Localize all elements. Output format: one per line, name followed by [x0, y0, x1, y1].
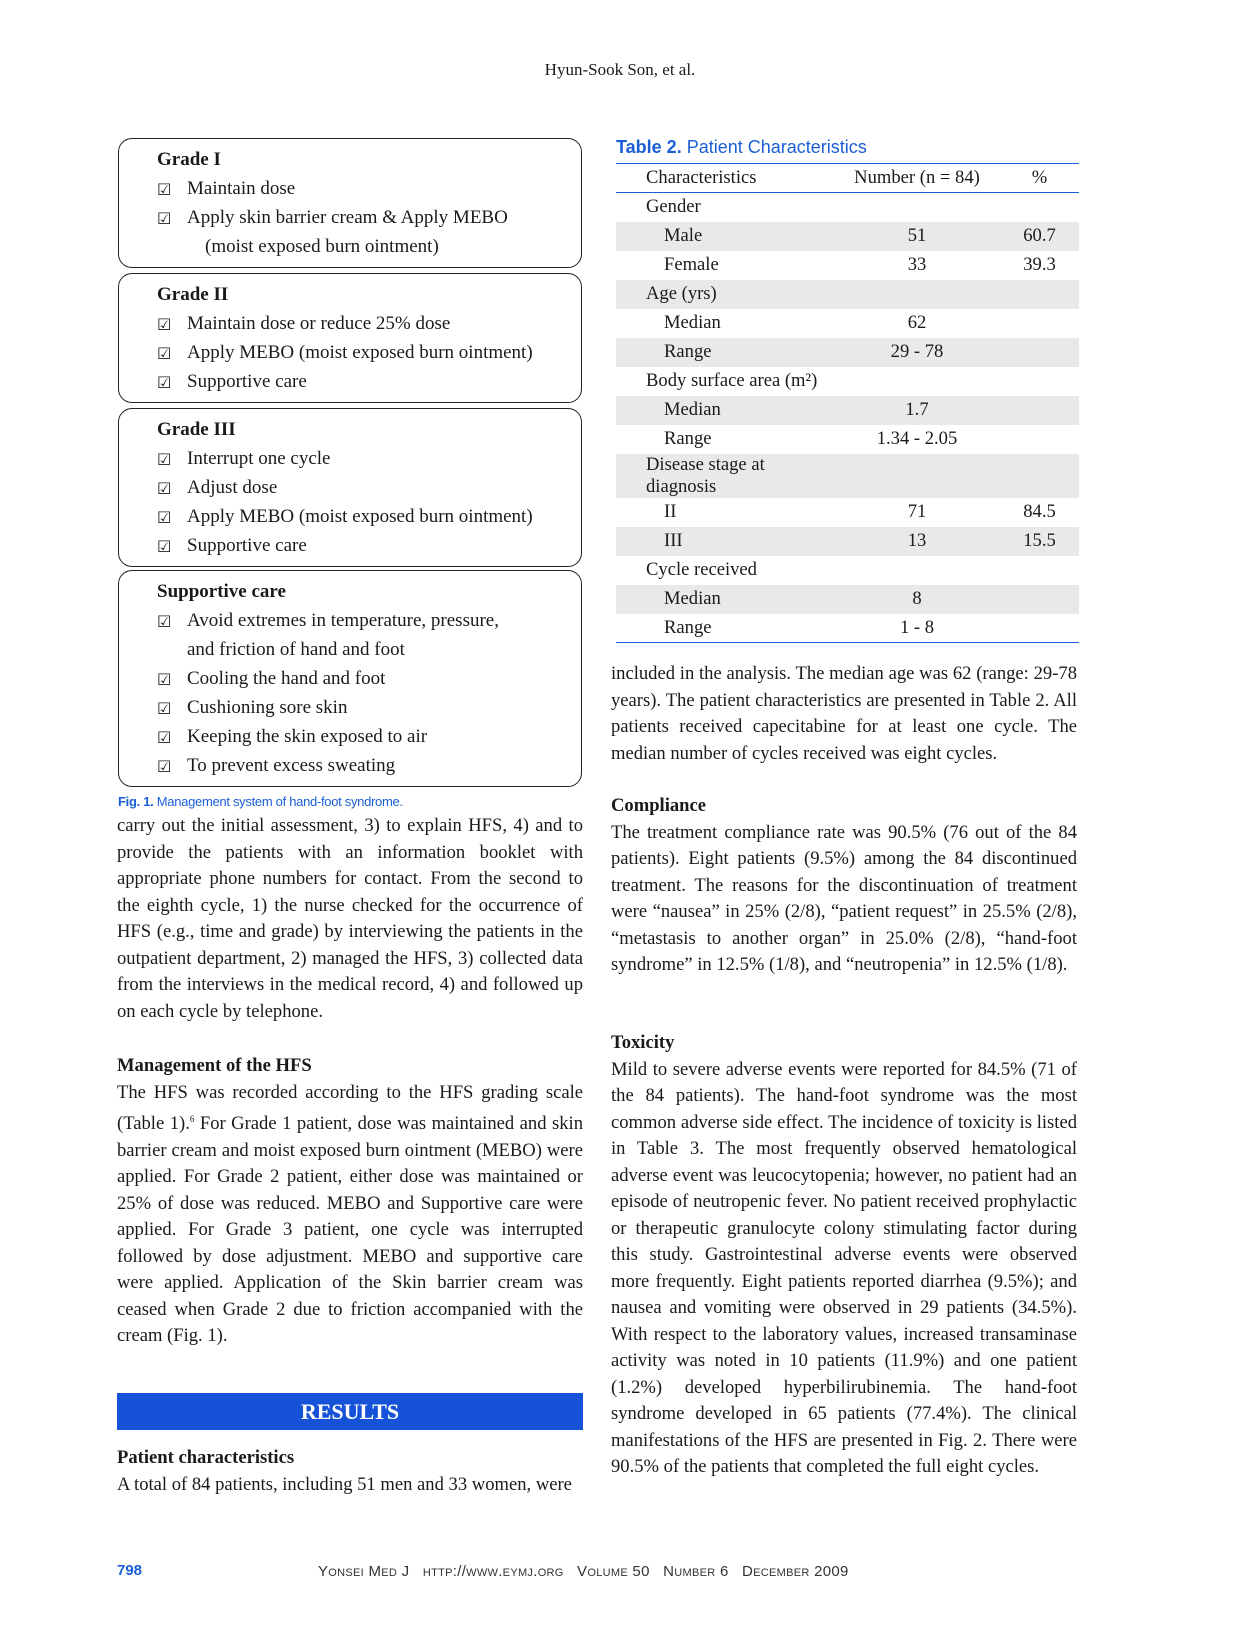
table-cell [1000, 193, 1079, 222]
table-cell: Median [664, 312, 721, 333]
table-row [616, 425, 1079, 454]
table-cell: Male [616, 222, 834, 251]
table-cell: 1 - 8 [834, 614, 1000, 643]
grade-box-item [157, 531, 571, 560]
grade-box-item [157, 203, 571, 232]
figure-caption-text: Management system of hand-foot syndrome. [156, 794, 403, 809]
results-heading: RESULTS [117, 1393, 583, 1430]
grade-box-item-text: Interrupt one cycle [187, 448, 331, 469]
table-cell [834, 280, 1000, 309]
grade-box-item-text: Cushioning sore skin [187, 697, 348, 718]
table-cell: Age (yrs) [616, 280, 834, 309]
left-column-intro [117, 813, 583, 1025]
grade-box-item [157, 473, 571, 502]
page-number: 798 [117, 1562, 143, 1579]
table-cell [1000, 614, 1079, 643]
table-header-row [616, 164, 1079, 193]
table-row [616, 222, 1079, 251]
grade-box [118, 408, 582, 567]
section-heading: Toxicity [611, 1032, 675, 1053]
checkbox-icon: ☑ [157, 479, 172, 498]
table-row [616, 367, 1079, 396]
checkbox-icon: ☑ [157, 699, 172, 718]
table-cell: Body surface area (m²) [646, 370, 818, 391]
table-cell: Range [616, 614, 834, 643]
table-cell: Median [616, 396, 834, 425]
table-cell [1000, 396, 1079, 425]
grade-box-item-text: Supportive care [187, 535, 307, 556]
table-cell: II [664, 501, 677, 522]
grade-box-item-text: Supportive care [187, 371, 307, 392]
paragraph: A total of 84 patients, including 51 men and 33 women, were [117, 1473, 572, 1495]
grade-box-title: Grade II [157, 284, 229, 305]
table-row [616, 527, 1079, 556]
table-cell [1000, 585, 1079, 614]
table-cell: Gender [646, 196, 701, 218]
table-cell [1000, 338, 1079, 367]
table-row [616, 396, 1079, 425]
table-row [616, 309, 1079, 338]
table-cell: Median [616, 585, 834, 614]
table-cell: 60.7 [1000, 222, 1079, 251]
grade-box [118, 273, 582, 403]
table-cell [1000, 280, 1079, 309]
grade-box-item-continuation: and friction of hand and foot [187, 639, 405, 660]
journal-footer: Yonsei Med J http://www.eymj.org Volume 50 Number 6 December 2009 [318, 1563, 849, 1580]
table-cell: 51 [834, 222, 1000, 251]
checkbox-icon: ☑ [157, 670, 172, 689]
table-row [616, 614, 1079, 643]
table-cell [834, 367, 1000, 396]
section-heading: Management of the HFS [117, 1055, 312, 1076]
checkbox-icon: ☑ [157, 373, 172, 392]
grade-box-item [157, 444, 571, 473]
grade-box-item-text: Maintain dose [187, 178, 296, 199]
grade-box-item [157, 174, 571, 203]
table-cell: Range [616, 338, 834, 367]
table-cell: Cycle received [646, 559, 757, 580]
grade-box-item [157, 751, 571, 780]
grade-box [118, 138, 582, 268]
grade-box-item [157, 664, 571, 693]
grade-box-item [157, 502, 571, 531]
grade-box-item-text: Avoid extremes in temperature, pressure, [187, 610, 499, 631]
checkbox-icon: ☑ [157, 508, 172, 527]
table-cell: 1.34 - 2.05 [876, 428, 958, 449]
grade-box-item-text: Cooling the hand and foot [187, 668, 386, 689]
checkbox-icon: ☑ [157, 315, 172, 334]
table-cell [834, 556, 1000, 585]
table-title [616, 137, 867, 158]
checkbox-icon: ☑ [157, 344, 172, 363]
grade-box-item-text: Apply MEBO (moist exposed burn ointment) [187, 506, 533, 527]
table-row [616, 454, 1079, 498]
checkbox-icon: ☑ [157, 728, 172, 747]
table-cell: 39.3 [1023, 254, 1056, 275]
column-header: % [1000, 164, 1079, 193]
patient-characteristics-section [117, 1445, 583, 1498]
checkbox-icon: ☑ [157, 450, 172, 469]
checkbox-icon: ☑ [157, 180, 172, 199]
table-cell [834, 454, 1000, 498]
table-row [616, 338, 1079, 367]
table-cell: 33 [907, 254, 927, 275]
table-cell [1000, 367, 1079, 396]
table-cell: Disease stage at diagnosis [616, 454, 834, 498]
grade-box-item-text: Keeping the skin exposed to air [187, 726, 428, 747]
table-cell [1000, 454, 1079, 498]
toxicity-section [611, 1030, 1077, 1481]
table-cell: 15.5 [1000, 527, 1079, 556]
table-row [616, 556, 1079, 585]
figure-caption [118, 794, 403, 809]
checkbox-icon: ☑ [157, 757, 172, 776]
checkbox-icon: ☑ [157, 612, 172, 631]
grade-box-item-text: Apply skin barrier cream & Apply MEBO [187, 207, 508, 228]
table-cell [1000, 556, 1079, 585]
table-cell: Range [664, 428, 712, 449]
table-title-text: Patient Characteristics [686, 137, 867, 157]
section-heading: Patient characteristics [117, 1447, 295, 1468]
running-head: Hyun-Sook Son, et al. [544, 60, 696, 79]
table-row [616, 585, 1079, 614]
table-cell: 1.7 [834, 396, 1000, 425]
table-cell: 8 [834, 585, 1000, 614]
paragraph: carry out the initial assessment, 3) to explain HFS, 4) and to provide the patients with an information booklet with appropriate phone numbers for contact. From the second to the eighth cycle, 1) the nurse checked for the occurrence of HFS (e.g., time and grade) by interviewing the patients in the outpatient department, 2) managed the HFS, 3) collected data from the interviews in the medical record, 4) and followed up on each cycle by telephone. [117, 815, 583, 1022]
table-label: Table 2. [616, 137, 682, 157]
checkbox-icon: ☑ [157, 209, 172, 228]
table-cell [1000, 425, 1079, 454]
paragraph: included in the analysis. The median age was 62 (range: 29-78 years). The patient characteristics are presented in Table 2. All patients received capecitabine for at least one cycle. The median number of cycles received was eight cycles. [611, 663, 1077, 764]
paragraph: Mild to severe adverse events were reported for 84.5% (71 of the 84 patients). The hand-foot syndrome was the most common adverse side effect. The incidence of toxicity is listed in Table 3. The most frequently observed hematological adverse event was leucocytopenia; however, no patient had an episode of neutropenic fever. No patient received prophylactic or therapeutic granulocyte colony stimulating factor during this study. Gastrointestinal adverse events were observed more frequently. Eight patients reported diarrhea (9.5%); and nausea and vomiting were observed in 29 patients (34.5%). With respect to the laboratory values, increased transaminase activity was noted in 10 patients (11.9%) and one patient (1.2%) developed hyperbilirubinemia. The hand-foot syndrome developed in 65 patients (77.4%). The clinical manifestations of the HFS are presented in Fig. 2. There were 90.5% of the patients that completed the full eight cycles. [611, 1058, 1077, 1477]
table-row [616, 498, 1079, 527]
table-cell: 62 [907, 312, 927, 333]
right-column-intro [611, 661, 1077, 767]
table-cell: III [616, 527, 834, 556]
table-row [616, 251, 1079, 280]
column-header: Characteristics [616, 164, 834, 193]
section-heading: Compliance [611, 795, 707, 816]
grade-box-title: Grade III [157, 419, 236, 440]
paragraph: The HFS was recorded according to the HFS grading scale (Table 1).$^6$ For Grade 1 patient, dose was maintained and skin barrier cream and moist exposed burn ointment (MEBO) were applied. For Grade 2 patient, either dose was maintained or 25% of dose was reduced. MEBO and Supportive care were applied. For Grade 3 patient, one cycle was interrupted followed by dose adjustment. MEBO and supportive care were applied. Application of the Skin barrier cream was ceased when Grade 2 due to friction accompanied with the cream (Fig. 1). [117, 1081, 583, 1347]
table-cell [1000, 309, 1079, 338]
table-row [616, 193, 1079, 222]
grade-box-item-text: Adjust dose [187, 477, 278, 498]
grade-box [118, 570, 582, 787]
grade-box-title: Grade I [157, 149, 221, 170]
grade-box-item [157, 722, 571, 751]
grade-box-item [157, 367, 571, 396]
column-header: Number (n = 84) [834, 164, 1000, 193]
table-cell: 29 - 78 [834, 338, 1000, 367]
figure-caption-label: Fig. 1. [118, 794, 154, 809]
compliance-section [611, 793, 1077, 979]
grade-box-item-text: To prevent excess sweating [187, 755, 396, 776]
grade-box-title: Supportive care [157, 581, 286, 602]
management-section [117, 1053, 583, 1350]
table-row [616, 280, 1079, 309]
grade-box-item-text: Maintain dose or reduce 25% dose [187, 313, 451, 334]
grade-box-item-text: Apply MEBO (moist exposed burn ointment) [187, 342, 533, 363]
table-cell [834, 193, 1000, 222]
checkbox-icon: ☑ [157, 537, 172, 556]
grade-box-item [157, 309, 571, 338]
table-cell: 71 [907, 501, 927, 522]
grade-box-item [157, 693, 571, 722]
patient-characteristics-table [616, 163, 1079, 643]
grade-box-item [157, 606, 571, 635]
grade-box-item [157, 338, 571, 367]
table-cell: 84.5 [1023, 501, 1056, 522]
paragraph: The treatment compliance rate was 90.5% (76 out of the 84 patients). Eight patients (9.5%) among the 84 discontinued treatment. The reasons for the discontinuation of treatment were “nausea” in 25% (2/8), “patient request” in 25.5% (2/8), “metastasis to another organ” in 25.0% (2/8), “hand-foot syndrome” in 12.5% (1/8), and “neutropenia” in 12.5% (1/8). [611, 821, 1077, 975]
table-cell: Female [664, 254, 719, 275]
grade-box-item-continuation: (moist exposed burn ointment) [205, 236, 439, 257]
table-cell: 13 [834, 527, 1000, 556]
